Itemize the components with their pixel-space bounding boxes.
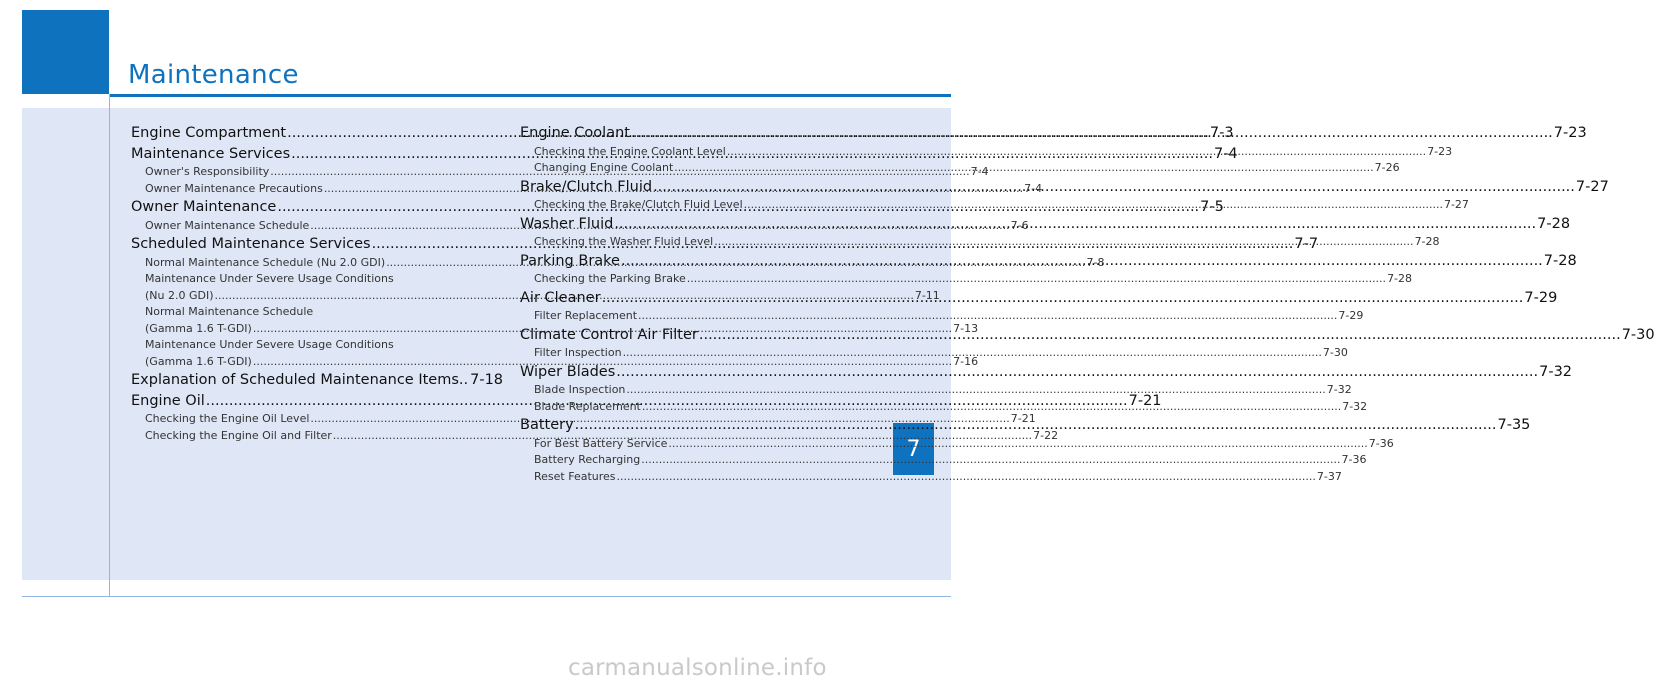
dot-leader bbox=[727, 144, 1426, 161]
dot-leader bbox=[616, 362, 1538, 383]
toc-page-number: 7-7 bbox=[1294, 236, 1319, 252]
toc-entry-label[interactable]: Maintenance Under Severe Usage Conditions bbox=[145, 272, 394, 285]
toc-page-number: 7-27 bbox=[1443, 198, 1469, 211]
toc-entry-label: Parking Brake bbox=[520, 252, 620, 269]
toc-entry-label: Owner Maintenance Precautions bbox=[145, 181, 323, 195]
dot-leader bbox=[641, 452, 1340, 469]
toc-subsection-entry[interactable] bbox=[131, 354, 979, 371]
toc-entry-label: Engine Oil bbox=[131, 392, 205, 409]
toc-page-number: 7-35 bbox=[1497, 417, 1531, 433]
toc-entry-label: Checking the Engine Oil and Filter bbox=[145, 428, 332, 442]
toc-entry-label: Battery bbox=[520, 417, 574, 433]
chapter-tab[interactable]: 7 bbox=[893, 423, 934, 475]
toc-entry-label: Normal Maintenance Schedule (Nu 2.0 GDI) bbox=[145, 255, 386, 269]
toc-entry-label: Blade Inspection bbox=[534, 383, 626, 396]
dot-leader bbox=[642, 399, 1341, 416]
toc-page-number: 7-30 bbox=[1621, 326, 1655, 343]
dot-leader bbox=[744, 197, 1443, 214]
footer-rule bbox=[22, 596, 951, 597]
toc-entry-label: Filter Inspection bbox=[534, 346, 622, 359]
toc-entry-label: Reset Features bbox=[534, 469, 616, 483]
toc-page-number: 7-6 bbox=[1010, 218, 1029, 232]
toc-section-entry[interactable] bbox=[131, 370, 504, 391]
toc-page-number: 7-28 bbox=[1537, 215, 1571, 232]
toc-subsection-entry[interactable] bbox=[520, 452, 1367, 469]
dot-leader bbox=[699, 325, 1621, 346]
toc-page-number: 7-4 bbox=[970, 165, 989, 178]
dot-leader bbox=[575, 415, 1497, 436]
toc-entry-label: Maintenance Services bbox=[131, 145, 291, 162]
toc-entry-label: (Nu 2.0 GDI) bbox=[145, 288, 214, 302]
toc-page-number: 7-28 bbox=[1414, 235, 1440, 248]
toc-page-number: 7-28 bbox=[1543, 252, 1577, 269]
toc-page-number: 7-36 bbox=[1341, 453, 1367, 466]
watermark: carmanualsonline.info bbox=[568, 655, 827, 681]
toc-entry-label: Wiper Blades bbox=[520, 363, 616, 380]
toc-entry-label: Checking the Engine Oil Level bbox=[145, 412, 310, 425]
toc-section-entry[interactable] bbox=[520, 362, 1573, 383]
dot-leader bbox=[602, 288, 1524, 309]
toc-entry-label: Battery Recharging bbox=[534, 453, 641, 466]
dot-leader bbox=[621, 251, 1543, 272]
toc-entry-label: Owner's Responsibility bbox=[145, 165, 270, 178]
toc-entry-label: Owner Maintenance Schedule bbox=[145, 218, 310, 232]
toc-entry-label: Brake/Clutch Fluid bbox=[520, 178, 653, 195]
toc-page-number: 7-21 bbox=[1010, 412, 1036, 425]
toc-page-number: 7-30 bbox=[1322, 346, 1348, 359]
toc-entry-label: Scheduled Maintenance Services bbox=[131, 236, 371, 252]
toc-entry-label: Climate Control Air Filter bbox=[520, 326, 698, 343]
toc-subsection-entry[interactable] bbox=[520, 271, 1413, 288]
toc-page-number: 7-32 bbox=[1342, 399, 1368, 413]
toc-entry-label: Changing Engine Coolant bbox=[534, 161, 674, 174]
toc-entry-label: Checking the Brake/Clutch Fluid Level bbox=[534, 198, 743, 211]
toc-subsection-entry[interactable] bbox=[520, 436, 1394, 453]
toc-page-number: 7-36 bbox=[1368, 436, 1394, 450]
toc-entry-label: (Gamma 1.6 T-GDI) bbox=[145, 354, 252, 368]
toc-page-number: 7-3 bbox=[1209, 125, 1234, 141]
toc-subsection-entry[interactable] bbox=[520, 469, 1342, 486]
dot-leader bbox=[674, 160, 1373, 177]
toc-entry-label: Owner Maintenance bbox=[131, 199, 277, 215]
toc-page-number: 7-37 bbox=[1316, 469, 1342, 483]
toc-entry-label: Checking the Washer Fluid Level bbox=[534, 235, 714, 248]
dot-leader bbox=[638, 308, 1337, 325]
toc-page-number: 7-22 bbox=[1033, 428, 1059, 442]
toc-entry-label: Air Cleaner bbox=[520, 289, 601, 306]
toc-page-number: 7-23 bbox=[1427, 144, 1453, 158]
toc-entry-label: Filter Replacement bbox=[534, 309, 638, 322]
toc-subsection-entry[interactable] bbox=[520, 382, 1352, 399]
toc-entry-label[interactable]: Normal Maintenance Schedule bbox=[145, 305, 314, 318]
toc-page-number: 7-32 bbox=[1539, 363, 1573, 380]
dot-leader bbox=[668, 436, 1367, 453]
toc-page-number: 7-5 bbox=[1200, 199, 1224, 215]
toc-page-number: 7-29 bbox=[1338, 309, 1364, 322]
toc-page-number: 7-21 bbox=[1128, 392, 1162, 409]
toc-entry-label: Checking the Parking Brake bbox=[534, 272, 686, 285]
dot-leader bbox=[623, 345, 1322, 362]
toc-entry-label: Engine Compartment bbox=[131, 125, 287, 141]
toc-entry-label: Washer Fluid bbox=[520, 215, 614, 232]
title-underline bbox=[109, 94, 951, 97]
toc-page-number: 7-23 bbox=[1553, 125, 1587, 141]
toc-page-number: 7-16 bbox=[953, 354, 979, 368]
toc-entry-label[interactable]: Maintenance Under Severe Usage Conditions bbox=[145, 338, 394, 351]
toc-page-number: 7-18 bbox=[470, 372, 504, 388]
toc-page-number: 7-13 bbox=[953, 321, 979, 335]
toc-page-number: 7-28 bbox=[1387, 272, 1413, 285]
toc-page-number: 7-11 bbox=[914, 288, 940, 302]
toc-entry-label: Checking the Engine Coolant Level bbox=[534, 144, 726, 158]
dot-leader bbox=[714, 234, 1413, 251]
dot-leader bbox=[631, 123, 1553, 144]
toc-page-number: 7-27 bbox=[1575, 178, 1609, 195]
page-title: Maintenance bbox=[128, 60, 299, 90]
dot-leader bbox=[626, 382, 1325, 399]
toc-entry-label: (Gamma 1.6 T-GDI) bbox=[145, 321, 252, 335]
margin-divider bbox=[109, 94, 110, 597]
toc-page-number: 7-29 bbox=[1524, 289, 1558, 306]
toc-entry-label: Engine Coolant bbox=[520, 125, 630, 141]
chapter-color-block bbox=[22, 10, 109, 94]
toc-page-number: 7-4 bbox=[1213, 145, 1238, 162]
dot-leader bbox=[653, 177, 1575, 198]
toc-page-number: 7-26 bbox=[1374, 161, 1400, 174]
dot-leader bbox=[614, 214, 1536, 235]
toc-page-number: 7-4 bbox=[1024, 181, 1043, 195]
toc-page-number: 7-8 bbox=[1086, 255, 1105, 269]
toc-entry-label: For Best Battery Service bbox=[534, 436, 668, 450]
toc-entry-label: Blade Replacement bbox=[534, 399, 641, 413]
toc-entry-label: Explanation of Scheduled Maintenance Items.. bbox=[131, 372, 469, 388]
toc-page-number: 7-32 bbox=[1326, 383, 1352, 396]
dot-leader bbox=[617, 469, 1316, 486]
toc-subsection-entry[interactable] bbox=[520, 308, 1364, 325]
dot-leader bbox=[687, 271, 1386, 288]
